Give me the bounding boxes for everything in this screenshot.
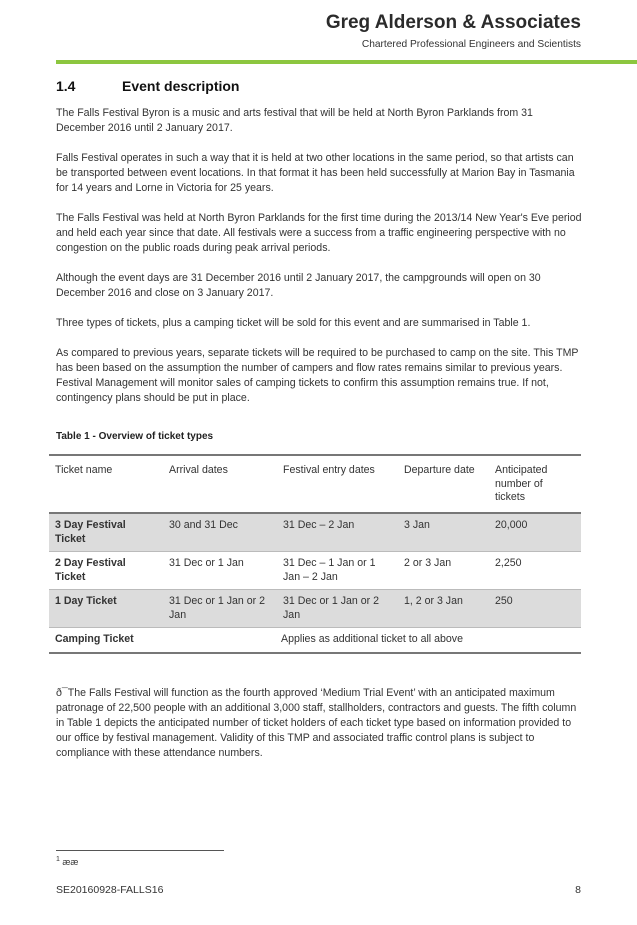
company-name: Greg Alderson & Associates bbox=[325, 12, 581, 33]
column-header: Departure date bbox=[404, 464, 475, 476]
column-header: Ticket name bbox=[55, 464, 113, 476]
table-cell: 31 Dec or 1 Jan or 2 Jan bbox=[283, 595, 379, 621]
footnote-marker: 1 bbox=[56, 856, 60, 863]
page-number: 8 bbox=[575, 884, 581, 896]
section-number: 1.4 bbox=[56, 78, 76, 94]
closing-paragraph-block bbox=[56, 686, 584, 776]
table-cell: 30 and 31 Dec bbox=[169, 519, 238, 531]
table-cell: 31 Dec or 1 Jan bbox=[169, 557, 244, 569]
table-cell: 3 Day Festival Ticket bbox=[55, 519, 126, 545]
footnote-divider bbox=[56, 850, 224, 851]
company-tagline: Chartered Professional Engineers and Scientists bbox=[361, 39, 581, 50]
paragraph: Three types of tickets, plus a camping ticket will be sold for this event and are summarised in Table 1. bbox=[56, 317, 531, 329]
table-cell: 20,000 bbox=[495, 519, 528, 531]
table-cell: 2,250 bbox=[495, 557, 522, 569]
document-reference: SE20160928-FALLS16 bbox=[56, 884, 164, 896]
paragraph: Falls Festival operates in such a way that it is held at two other locations in the same period, so that artists can be transported between event locations. In that format it has been held successfully at Marion Bay in Tasmania for 14 years and Lorne in Victoria for 25 years. bbox=[56, 152, 575, 194]
paragraph: Although the event days are 31 December 2016 until 2 January 2017, the campgrounds will open on 30 December 2016 and close on 3 January 2017. bbox=[56, 272, 541, 299]
table-header-row bbox=[49, 455, 581, 513]
header-divider bbox=[56, 60, 637, 64]
paragraph: As compared to previous years, separate tickets will be required to be purchased to camp on the site. This TMP has been based on the assumption the number of campers and flow rates remains similar to previous years. Festival Management will monitor sales of camping tickets to confirm this assumption remains true. If not, contingency plans should be put in place. bbox=[56, 347, 579, 404]
table-cell: 3 Jan bbox=[404, 519, 430, 531]
ticket-types-table bbox=[49, 454, 581, 654]
section-heading bbox=[56, 78, 239, 94]
section-title: Event description bbox=[122, 78, 240, 94]
table-cell: 1 Day Ticket bbox=[55, 595, 117, 607]
paragraph: ð¯The Falls Festival will function as the fourth approved ‘Medium Trial Event’ with an anticipated maximum patronage of 22,500 people with an additional 3,000 staff, stallholders, contractors and guests. The fifth column in Table 1 depicts the anticipated number of ticket holders of each ticket type based on information provided to our office by festival management. Validity of this TMP and associated traffic control plans is subject to compliance with these attendance numbers. bbox=[56, 687, 577, 759]
paragraph: The Falls Festival Byron is a music and arts festival that will be held at North Byron Parklands from 31 December 2016 until 2 January 2017. bbox=[56, 107, 533, 134]
table-cell: 250 bbox=[495, 595, 513, 607]
column-header: Festival entry dates bbox=[283, 464, 375, 476]
table-cell: 31 Dec or 1 Jan or 2 Jan bbox=[169, 595, 265, 621]
table-row bbox=[49, 552, 581, 590]
column-header: Arrival dates bbox=[169, 464, 228, 476]
table-cell: 2 Day Festival Ticket bbox=[55, 557, 126, 583]
footnote-text: ææ bbox=[62, 857, 79, 867]
footnote bbox=[56, 856, 78, 867]
table-cell: 1, 2 or 3 Jan bbox=[404, 595, 463, 607]
table-cell: 31 Dec – 2 Jan bbox=[283, 519, 355, 531]
table-row bbox=[49, 513, 581, 552]
table-caption: Table 1 - Overview of ticket types bbox=[56, 431, 214, 442]
table-cell: 31 Dec – 1 Jan or 1 Jan – 2 Jan bbox=[283, 557, 376, 583]
column-header: Anticipated number of tickets bbox=[495, 464, 548, 503]
table-cell-merged: Applies as additional ticket to all above bbox=[281, 633, 463, 645]
table-cell: 2 or 3 Jan bbox=[404, 557, 452, 569]
table-row bbox=[49, 590, 581, 628]
table-row-camping bbox=[49, 628, 581, 653]
body-paragraphs bbox=[56, 106, 584, 421]
paragraph: The Falls Festival was held at North Byron Parklands for the first time during the 2013/14 New Year's Eve period and held each year since that date. All festivals were a success from a traffic engineering perspective with no congestion on the public roads during peak arrival periods. bbox=[56, 212, 582, 254]
table-cell: Camping Ticket bbox=[55, 633, 134, 645]
